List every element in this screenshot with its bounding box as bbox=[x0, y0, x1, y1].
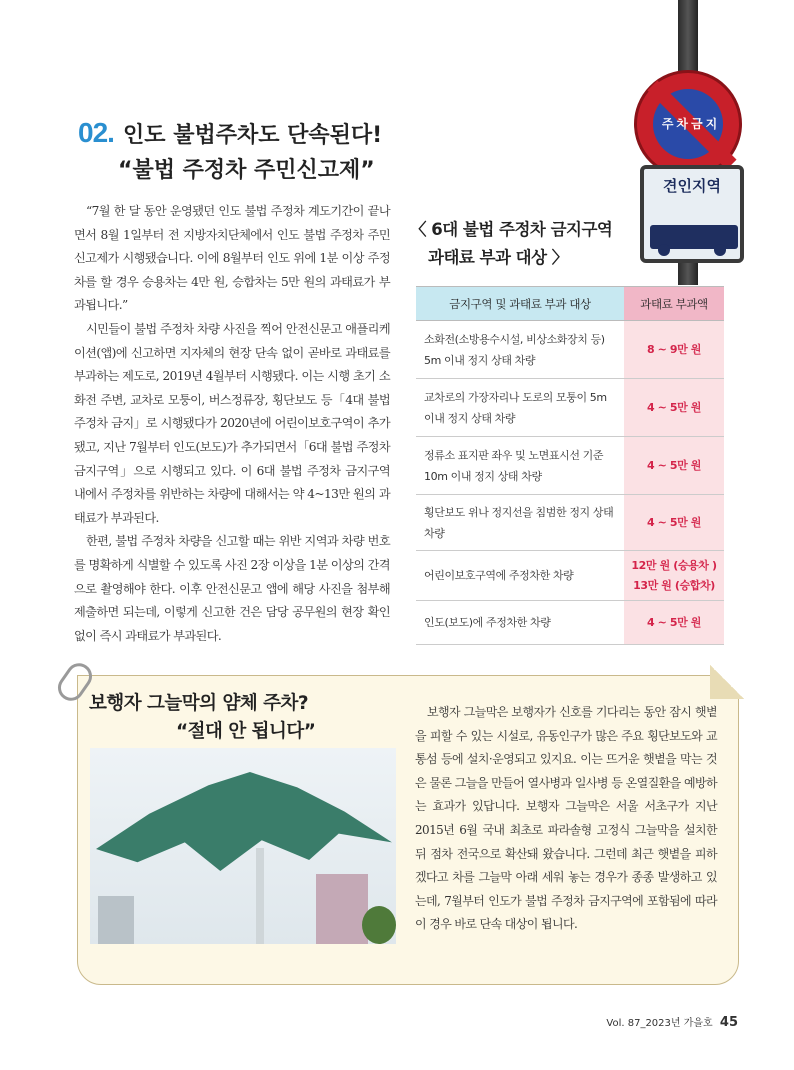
table-cell-area: 횡단보도 위나 정지선을 침범한 정지 상태 차량 bbox=[416, 495, 624, 551]
box-title-line2: “절대 안 됩니다” bbox=[176, 721, 316, 742]
article-body bbox=[74, 200, 390, 648]
section-number: 02. bbox=[78, 117, 114, 148]
table-header-fine: 과태료 부과액 bbox=[624, 287, 724, 321]
table-row bbox=[416, 601, 724, 645]
heading-subtitle: “불법 주정차 주민신고제” bbox=[118, 158, 375, 183]
tow-zone-sign bbox=[640, 165, 744, 263]
table-title-line2: 과태료 부과 대상 〉 bbox=[428, 248, 568, 267]
body-paragraph: 시민들이 불법 주정차 차량 사진을 찍어 안전신문고 애플리케이션(앱)에 신고하면 지자체의 현장 단속 없이 곧바로 과태료를 부과하는 제도로, 2019년 4월부터 시행됐다. 이는 시행 초기 소화전 주변, 교차로 모퉁이, 버스정류장, 횡단보도 등「4대 불법 주정차 금지」로 시행됐다가 2020년에 어린이보호구역이 추가됐고, 지난 7월부터 인도(보도)가 추가되면서「6대 불법 주정차 금지구역」으로 시행되고 있다. 이 6대 불법 주정차 금지구역 내에서 주정차를 위반하는 차량에 대해서는 약 4~13만 원의 과태료가 부과된다. bbox=[74, 321, 390, 525]
table-cell-fine bbox=[624, 551, 724, 601]
fine-van: 13만 원 (승합차) bbox=[633, 578, 715, 592]
table-row bbox=[416, 321, 724, 379]
no-parking-sign-illustration bbox=[626, 0, 756, 285]
tow-zone-sign-text: 견인지역 bbox=[663, 177, 721, 195]
table-cell-area: 교차로의 가장자리나 도로의 모퉁이 5m 이내 정지 상태 차량 bbox=[416, 379, 624, 437]
shade-umbrella-photo bbox=[90, 748, 396, 944]
table-cell-fine: 4 ~ 5만 원 bbox=[624, 437, 724, 495]
no-parking-sign-text: 주차금지 bbox=[661, 117, 721, 131]
page-curl-icon bbox=[710, 665, 744, 699]
table-cell-area: 정류소 표지판 좌우 및 노면표시선 기준 10m 이내 정지 상태 차량 bbox=[416, 437, 624, 495]
table-cell-fine: 4 ~ 5만 원 bbox=[624, 379, 724, 437]
table-cell-area: 소화전(소방용수시설, 비상소화장치 등) 5m 이내 정지 상태 차량 bbox=[416, 321, 624, 379]
table-row bbox=[416, 379, 724, 437]
body-paragraph: 한편, 불법 주정차 차량을 신고할 때는 위반 지역과 차량 번호를 명확하게 식별할 수 있도록 사진 2장 이상을 1분 이상의 간격으로 촬영해야 한다. 이후 안전신문고 앱에 해당 사진을 첨부해 제출하면 되는데, 이렇게 신고한 건은 담당 공무원의 현장 확인 없이 즉시 과태료가 부과된다. bbox=[74, 534, 390, 643]
table-header-area: 금지구역 및 과태료 부과 대상 bbox=[416, 287, 624, 321]
tow-truck-icon bbox=[650, 225, 738, 249]
issue-label: Vol. 87_2023년 가을호 bbox=[606, 1018, 713, 1029]
table-title-line1: 〈 6대 불법 주정차 금지구역 bbox=[410, 220, 613, 239]
page-footer bbox=[606, 1014, 738, 1030]
no-parking-sign bbox=[634, 70, 742, 178]
table-header-row bbox=[416, 287, 724, 321]
table-title bbox=[410, 216, 612, 272]
heading-title: 인도 불법주차도 단속된다! bbox=[123, 123, 383, 148]
page-number: 45 bbox=[719, 1015, 738, 1030]
box-title-line1: 보행자 그늘막의 얌체 주차? bbox=[89, 693, 309, 714]
table-row bbox=[416, 437, 724, 495]
umbrella-canopy bbox=[96, 772, 392, 882]
table-cell-fine: 4 ~ 5만 원 bbox=[624, 495, 724, 551]
box-title bbox=[89, 690, 315, 746]
table-row bbox=[416, 551, 724, 601]
table-row bbox=[416, 495, 724, 551]
fine-table bbox=[416, 286, 724, 645]
table-cell-area: 어린이보호구역에 주정차한 차량 bbox=[416, 551, 624, 601]
fine-passenger: 12만 원 (승용차 ) bbox=[631, 558, 717, 572]
table-cell-area: 인도(보도)에 주정차한 차량 bbox=[416, 601, 624, 645]
table-cell-fine: 4 ~ 5만 원 bbox=[624, 601, 724, 645]
body-paragraph: “7월 한 달 동안 운영됐던 인도 불법 주정차 계도기간이 끝나면서 8월 1일부터 전 지방자치단체에서 인도 불법 주정차 주민신고제가 시행됐습니다. 이에 8월부터 인도 위에 1분 이상 주정차를 할 경우 승용차는 4만 원, 승합차는 5만 원의 과태료가 부과됩니다.” bbox=[74, 204, 390, 313]
article-heading bbox=[78, 117, 383, 183]
table-cell-fine: 8 ~ 9만 원 bbox=[624, 321, 724, 379]
box-paragraph: 보행자 그늘막은 보행자가 신호를 기다리는 동안 잠시 햇볕을 피할 수 있는 시설로, 유동인구가 많은 주요 횡단보도와 교통섬 등에 설치·운영되고 있지요. 이는 뜨거운 햇볕을 막는 것은 물론 그늘을 만들어 열사병과 일사병 등 온열질환을 예방하는 효과가 있답니다. 보행자 그늘막은 서울 서초구가 지난 2015년 6월 국내 최초로 파라솔형 고정식 그늘막을 설치한 뒤 점차 전국으로 확산돼 왔습니다. 그런데 최근 햇볕을 피하겠다고 차를 그늘막 아래 세워 놓는 경우가 종종 발생하고 있는데, 7월부터 인도가 불법 주정차 금지구역에 포함됨에 따라 이 경우 바로 단속 대상이 됩니다. bbox=[415, 705, 717, 932]
box-body bbox=[415, 701, 717, 937]
